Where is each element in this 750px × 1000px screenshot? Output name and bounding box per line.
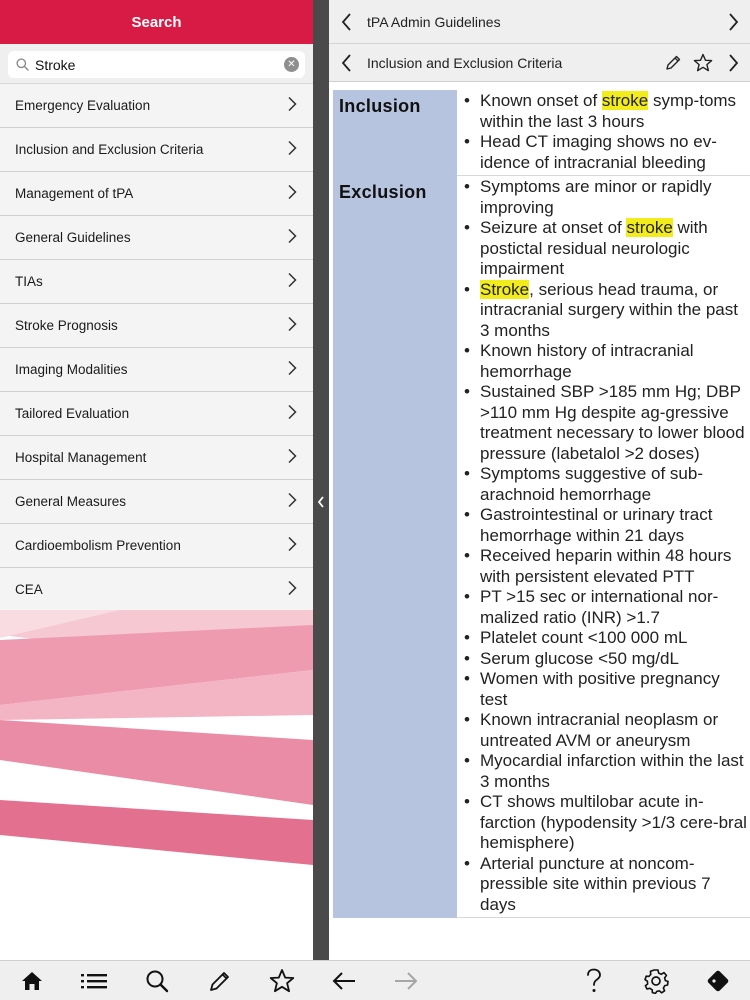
criteria-table <box>333 90 750 918</box>
top-nav-bar <box>329 0 750 44</box>
chevron-right-icon[interactable] <box>722 11 744 33</box>
sidebar-item-label: Emergency Evaluation <box>15 98 151 113</box>
collapse-sidebar-icon[interactable] <box>313 490 329 514</box>
chevron-right-icon <box>287 228 297 247</box>
sidebar-item[interactable] <box>0 304 313 348</box>
gear-icon[interactable] <box>642 967 670 995</box>
criteria-bullet <box>461 91 748 132</box>
criteria-bullet <box>461 710 748 751</box>
bullet-text: symp-toms within the last 3 hours <box>480 91 737 131</box>
sidebar-item-label: Imaging Modalities <box>15 362 128 377</box>
bullet-text: Known history of intracranial hemorrhage <box>480 341 694 381</box>
criteria-content <box>333 90 750 918</box>
bullet-text: Symptoms are minor or rapidly improving <box>480 177 712 217</box>
sidebar-item-label: CEA <box>15 582 43 597</box>
chevron-right-icon <box>287 580 297 599</box>
criteria-bullet <box>461 280 748 342</box>
search-highlight: Stroke <box>480 279 530 299</box>
search-input[interactable] <box>35 57 284 73</box>
chevron-right-icon <box>287 448 297 467</box>
page-title: Inclusion and Exclusion Criteria <box>367 54 563 71</box>
sidebar-item-label: General Guidelines <box>15 230 131 245</box>
exclusion-list <box>461 177 748 915</box>
criteria-bullet <box>461 587 748 628</box>
chevron-right-icon <box>287 360 297 379</box>
search-icon <box>14 57 30 73</box>
chevron-right-icon <box>287 316 297 335</box>
bullet-text: Seizure at onset of <box>480 218 627 237</box>
sidebar-item[interactable] <box>0 172 313 216</box>
star-icon[interactable] <box>692 52 714 74</box>
exclusion-row <box>333 176 750 918</box>
chevron-right-icon <box>287 184 297 203</box>
search-icon[interactable] <box>143 967 171 995</box>
sidebar-item-label: Tailored Evaluation <box>15 406 130 421</box>
bullet-text: Arterial puncture at noncom-pressible site within previous 7 days <box>480 853 711 914</box>
pencil-icon[interactable] <box>206 967 234 995</box>
search-bar <box>0 44 313 84</box>
star-icon[interactable] <box>268 967 296 995</box>
criteria-bullet <box>461 132 748 173</box>
bullet-text: , serious head trauma, or intracranial surgery within the past 3 months <box>480 279 738 340</box>
exclusion-body <box>457 176 750 918</box>
list-icon[interactable] <box>80 967 108 995</box>
sidebar-header <box>0 0 313 44</box>
chevron-left-icon[interactable] <box>335 11 357 33</box>
criteria-bullet <box>461 177 748 218</box>
exclusion-label: Exclusion <box>333 176 457 918</box>
sidebar-list <box>0 84 313 612</box>
sidebar-item[interactable] <box>0 216 313 260</box>
bullet-text: Serum glucose <50 mg/dL <box>480 648 679 668</box>
criteria-bullet <box>461 546 748 587</box>
criteria-bullet <box>461 854 748 916</box>
sidebar-title: Search <box>131 13 182 31</box>
breadcrumb[interactable]: tPA Admin Guidelines <box>367 13 501 30</box>
bullet-text: Women with positive pregnancy test <box>480 669 720 709</box>
chevron-left-icon[interactable] <box>335 52 357 74</box>
sidebar-item-label: TIAs <box>15 274 43 289</box>
bullet-text: Platelet count <100 000 mL <box>480 628 688 647</box>
sidebar-item[interactable] <box>0 480 313 524</box>
criteria-bullet <box>461 218 748 280</box>
criteria-bullet <box>461 341 748 382</box>
chevron-right-icon <box>287 536 297 555</box>
sidebar-item[interactable] <box>0 436 313 480</box>
sidebar-item-label: Hospital Management <box>15 450 147 465</box>
sidebar-item-label: General Measures <box>15 494 127 509</box>
bullet-text: Known intracranial neoplasm or untreated AVM or aneurysm <box>480 710 719 750</box>
criteria-bullet <box>461 649 748 670</box>
bullet-text: Sustained SBP >185 mm Hg; DBP >110 mm Hg despite ag-gressive treatment necessary to lower blood pressure (labetalol >2 doses) <box>480 382 745 463</box>
sidebar <box>0 0 313 960</box>
sidebar-item[interactable] <box>0 128 313 172</box>
bullet-text: Known onset of <box>480 91 602 110</box>
clear-search-icon[interactable]: ✕ <box>284 57 299 72</box>
section-nav-bar <box>329 44 750 82</box>
inclusion-label: Inclusion <box>333 90 457 176</box>
sidebar-item[interactable] <box>0 568 313 612</box>
back-arrow-icon[interactable] <box>330 967 358 995</box>
chevron-right-icon <box>287 272 297 291</box>
criteria-bullet <box>461 792 748 854</box>
criteria-bullet <box>461 628 748 649</box>
criteria-bullet <box>461 669 748 710</box>
bullet-text: Gastrointestinal or urinary tract hemorrhage within 21 days <box>480 505 713 545</box>
tag-icon[interactable] <box>704 967 732 995</box>
pencil-icon[interactable] <box>662 52 684 74</box>
sidebar-item-label: Cardioembolism Prevention <box>15 538 181 553</box>
help-icon[interactable] <box>580 967 608 995</box>
bullet-text: Symptoms suggestive of sub-arachnoid hemorrhage <box>480 464 703 504</box>
chevron-right-icon <box>287 96 297 115</box>
sidebar-item-label: Stroke Prognosis <box>15 318 118 333</box>
detail-pane <box>329 0 750 960</box>
sidebar-item[interactable] <box>0 524 313 568</box>
bottom-toolbar <box>0 960 750 1000</box>
inclusion-list <box>461 91 748 173</box>
chevron-right-icon[interactable] <box>722 52 744 74</box>
sidebar-item[interactable] <box>0 260 313 304</box>
search-box[interactable] <box>8 51 305 78</box>
inclusion-row <box>333 90 750 176</box>
decorative-ribbons <box>0 610 313 960</box>
chevron-right-icon <box>287 492 297 511</box>
criteria-bullet <box>461 382 748 464</box>
bullet-text: Myocardial infarction within the last 3 months <box>480 751 744 791</box>
bullet-text: CT shows multilobar acute in-farction (hypodensity >1/3 cere-bral hemisphere) <box>480 792 747 852</box>
sidebar-item[interactable] <box>0 348 313 392</box>
criteria-bullet <box>461 464 748 505</box>
split-divider[interactable] <box>313 0 329 960</box>
sidebar-item-label: Management of tPA <box>15 186 134 201</box>
chevron-right-icon <box>287 404 297 423</box>
forward-arrow-icon <box>392 967 420 995</box>
criteria-bullet <box>461 751 748 792</box>
bullet-text: Received heparin within 48 hours with persistent elevated PTT <box>480 546 732 586</box>
chevron-right-icon <box>287 140 297 159</box>
bullet-text: PT >15 sec or international nor-malized ratio (INR) >1.7 <box>480 587 719 627</box>
bullet-text: Head CT imaging shows no ev-idence of intracranial bleeding <box>480 132 717 172</box>
search-highlight: stroke <box>626 218 673 237</box>
sidebar-item-label: Inclusion and Exclusion Criteria <box>15 142 204 157</box>
sidebar-item[interactable] <box>0 84 313 128</box>
search-highlight: stroke <box>601 91 649 110</box>
bullet-text: with postictal residual neurologic impairment <box>480 218 708 278</box>
sidebar-item[interactable] <box>0 392 313 436</box>
home-icon[interactable] <box>18 967 46 995</box>
criteria-bullet <box>461 505 748 546</box>
inclusion-body <box>457 90 750 176</box>
